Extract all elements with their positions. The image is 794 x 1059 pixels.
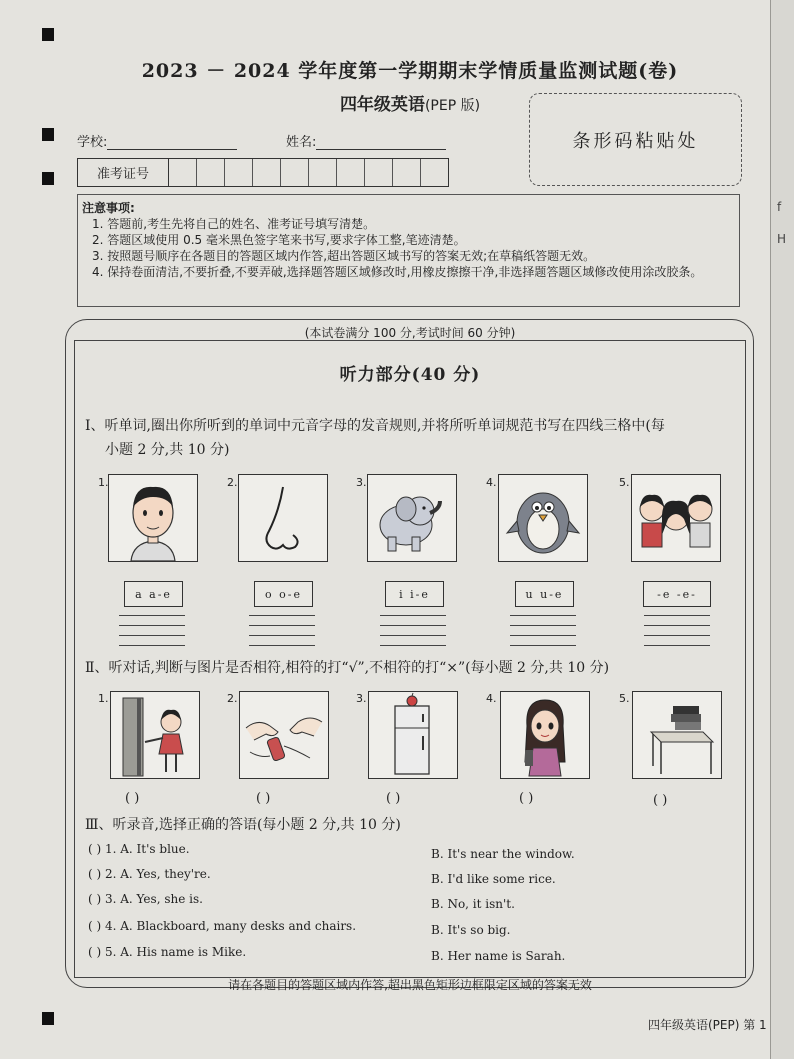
phonics-choice[interactable]: i i-e [385, 581, 444, 607]
q1-stem-line1: Ⅰ、听单词,圈出你所听到的单词中元音字母的发音规则,并将所听单词规范书写在四线三格中(每 [85, 418, 665, 434]
desk-books-icon [632, 691, 722, 779]
subtitle-main: 四年级英语 [339, 95, 425, 115]
q3-option-b[interactable]: B. Her name is Sarah. [431, 949, 566, 963]
exam-number-label: 准考证号 [78, 159, 169, 186]
answer-blank[interactable]: ( ) [653, 793, 668, 808]
q3-stem: Ⅲ、听录音,选择正确的答语(每小题 2 分,共 10 分) [85, 817, 401, 833]
q3-option-b[interactable]: B. I'd like some rice. [431, 872, 556, 886]
exam-number-cell[interactable] [365, 159, 393, 186]
q1-item-number: 5. [619, 476, 630, 489]
name-field[interactable] [286, 131, 446, 150]
q3-option-a[interactable]: ( ) 2. A. Yes, they're. [88, 867, 211, 881]
answer-area-warning: 请在各题目的答题区域内作答,超出黑色矩形边框限定区域的答案无效 [228, 978, 592, 992]
q3-option-b[interactable]: B. It's near the window. [431, 847, 575, 861]
q3-option-a[interactable]: ( ) 5. A. His name is Mike. [88, 945, 247, 959]
elephant-icon [367, 474, 457, 562]
exam-number-grid[interactable] [77, 158, 449, 187]
notes-box [77, 194, 740, 307]
q1-item-number: 3. [356, 476, 367, 489]
exam-number-cell[interactable] [309, 159, 337, 186]
edge-letter: f [777, 200, 782, 214]
q3-option-a[interactable]: ( ) 1. A. It's blue. [88, 842, 190, 856]
note-item: 2. 答题区域使用 0.5 毫米黑色签字笔来书写,要求字体工整,笔迹清楚。 [92, 233, 466, 247]
adjacent-sheet-edge [770, 0, 794, 1059]
section-title: 听力部分(40 分) [339, 365, 481, 385]
q2-item-number: 5. [619, 692, 630, 705]
q2-item-number: 1. [98, 692, 109, 705]
answer-blank[interactable]: ( ) [256, 791, 271, 806]
subtitle-edition: (PEP 版) [424, 98, 481, 114]
page-footer: 四年级英语(PEP) 第 1 [648, 1018, 767, 1032]
score-note: (本试卷满分 100 分,考试时间 60 分钟) [304, 326, 516, 340]
exam-number-cell[interactable] [225, 159, 253, 186]
school-line[interactable] [107, 135, 237, 150]
q2-item-number: 2. [227, 692, 238, 705]
registration-mark [42, 28, 54, 41]
phonics-choice[interactable]: -e -e- [643, 581, 711, 607]
registration-mark [42, 1012, 54, 1025]
answer-blank[interactable]: ( ) [386, 791, 401, 806]
registration-mark [42, 128, 54, 141]
barcode-area: 条形码粘贴处 [529, 93, 742, 186]
q2-stem: Ⅱ、听对话,判断与图片是否相符,相符的打“√”,不相符的打“×”(每小题 2 分,共 10 分) [85, 660, 610, 676]
school-field[interactable] [77, 131, 237, 150]
exam-number-cell[interactable] [337, 159, 365, 186]
exam-number-cell[interactable] [393, 159, 421, 186]
q3-option-b[interactable]: B. It's so big. [431, 923, 511, 937]
long-hair-girl-icon [500, 691, 590, 779]
q2-item-number: 3. [356, 692, 367, 705]
exam-number-cell[interactable] [281, 159, 309, 186]
q2-item-number: 4. [486, 692, 497, 705]
penguin-icon [498, 474, 588, 562]
name-label: 姓名: [286, 135, 317, 150]
q1-stem-line2: 小题 2 分,共 10 分) [105, 442, 230, 458]
boy-face-icon [108, 474, 198, 562]
q3-option-a[interactable]: ( ) 3. A. Yes, she is. [88, 892, 203, 906]
note-item: 4. 保持卷面清洁,不要折叠,不要弄破,选择题答题区域修改时,用橡皮擦擦干净,非选择题答题区域修改使用涂改胶条。 [92, 265, 703, 279]
school-label: 学校: [77, 135, 108, 150]
registration-mark [42, 172, 54, 185]
q3-option-b[interactable]: B. No, it isn't. [431, 897, 515, 911]
note-item: 3. 按照题号顺序在各题目的答题区域内作答,超出答题区域书写的答案无效;在草稿纸答题无效。 [92, 249, 596, 263]
phonics-choice[interactable]: u u-e [515, 581, 574, 607]
q1-item-number: 1. [98, 476, 109, 489]
note-item: 1. 答题前,考生先将自己的姓名、准考证号填写清楚。 [92, 217, 376, 231]
answer-blank[interactable]: ( ) [125, 791, 140, 806]
three-children-icon [631, 474, 721, 562]
exam-number-cell[interactable] [169, 159, 197, 186]
phonics-choice[interactable]: a a-e [124, 581, 183, 607]
fridge-icon [368, 691, 458, 779]
exam-number-cell[interactable] [197, 159, 225, 186]
answer-blank[interactable]: ( ) [519, 791, 534, 806]
edge-letter: H [777, 232, 787, 246]
name-line[interactable] [316, 135, 446, 150]
q1-item-number: 2. [227, 476, 238, 489]
nose-icon [238, 474, 328, 562]
exam-title: 2023 － 2024 学年度第一学期期末学情质量监测试题(卷) [141, 60, 679, 82]
exam-number-cell[interactable] [253, 159, 281, 186]
q1-item-number: 4. [486, 476, 497, 489]
girl-by-door-icon [110, 691, 200, 779]
q3-option-a[interactable]: ( ) 4. A. Blackboard, many desks and chairs. [88, 919, 357, 933]
notes-heading: 注意事项: [82, 201, 135, 215]
phonics-choice[interactable]: o o-e [254, 581, 313, 607]
hands-icon [239, 691, 329, 779]
q1-stem [85, 414, 735, 462]
exam-number-cell[interactable] [421, 159, 448, 186]
